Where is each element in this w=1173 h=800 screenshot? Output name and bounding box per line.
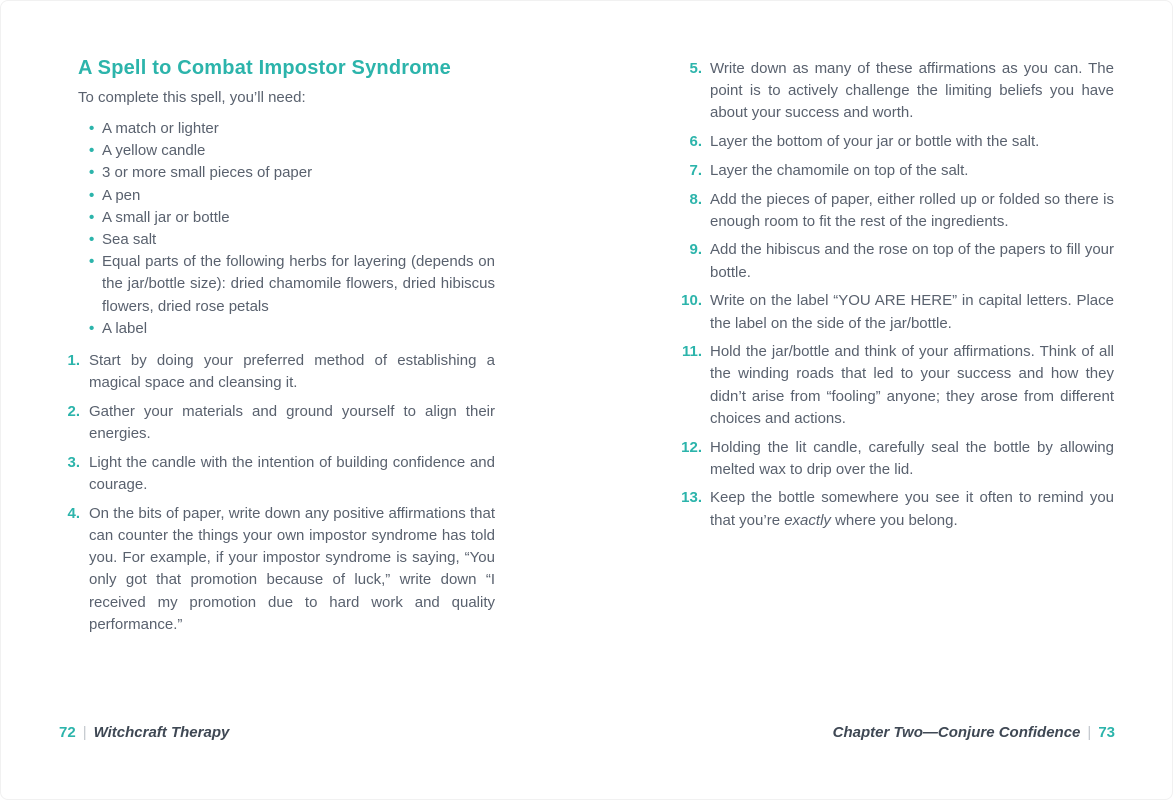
step-number: 3.: [67, 453, 80, 471]
step-number: 7.: [689, 161, 702, 179]
step-text: Gather your materials and ground yourself to align their energies.: [89, 402, 495, 443]
material-item: [89, 118, 495, 140]
material-item: [89, 162, 495, 184]
footer-right: [833, 723, 1115, 743]
step-number: 10.: [681, 292, 702, 310]
step-text: Layer the bottom of your jar or bottle with the salt.: [710, 133, 1040, 151]
material-text: A small jar or bottle: [102, 208, 230, 226]
bullet-icon: •: [89, 208, 95, 226]
step-item: [677, 290, 1114, 334]
page-title: A Spell to Combat Impostor Syndrome: [78, 57, 451, 79]
step-number: 2.: [67, 402, 80, 420]
step-number: 12.: [681, 438, 702, 456]
footer-separator: |: [1087, 724, 1092, 741]
step-text-italic: exactly: [784, 511, 831, 529]
material-text: 3 or more small pieces of paper: [102, 164, 313, 182]
step-text: Write down as many of these affirmations as you can. The point is to actively challenge the limiting beliefs you have about your success and worth.: [710, 60, 1114, 122]
step-item: [677, 239, 1114, 283]
material-text: Sea salt: [102, 231, 157, 249]
step-item: [677, 437, 1114, 481]
step-text: On the bits of paper, write down any positive affirmations that can counter the things your own impostor syndrome has told you. For example, if your impostor syndrome is saying, “You only got that promotion because of luck,” write down “I received my promotion due to hard work and quality performance.”: [89, 504, 495, 633]
step-item: [59, 503, 495, 636]
step-item: [59, 401, 495, 445]
step-text: Write on the label “YOU ARE HERE” in capital letters. Place the label on the side of the jar/bottle.: [710, 292, 1114, 332]
bullet-icon: •: [89, 253, 95, 271]
step-item: [677, 160, 1114, 182]
step-item: [677, 341, 1114, 430]
step-text: Start by doing your preferred method of establishing a magical space and cleansing it.: [89, 352, 495, 392]
book-title: Witchcraft Therapy: [93, 724, 230, 741]
step-text-after: where you belong.: [830, 511, 958, 529]
right-page: [677, 58, 1114, 538]
chapter-title: Chapter Two—Conjure Confidence: [832, 724, 1081, 741]
step-text: Hold the jar/bottle and think of your affirmations. Think of all the winding roads that led to your success and how they didn’t arise from “fooling” anyone; they arose from different choices and actions.: [710, 343, 1114, 427]
bullet-icon: •: [89, 319, 95, 337]
step-number: 5.: [689, 60, 702, 77]
footer-separator: |: [82, 724, 87, 741]
steps-list-right: [677, 58, 1114, 532]
step-number: 11.: [681, 343, 702, 361]
bullet-icon: •: [89, 186, 95, 204]
step-number: 9.: [689, 241, 702, 259]
material-text: A pen: [102, 186, 141, 204]
material-text: A label: [102, 319, 148, 337]
intro-text: To complete this spell, you’ll need:: [78, 89, 306, 106]
page-number-right: 73: [1098, 724, 1115, 741]
step-number: 4.: [67, 504, 80, 522]
material-text: A yellow candle: [102, 142, 206, 160]
step-item: [59, 350, 495, 394]
material-item: [89, 140, 495, 162]
material-text: A match or lighter: [102, 120, 219, 137]
material-item: [89, 207, 495, 229]
step-number: 13.: [681, 489, 702, 507]
material-item: [89, 185, 495, 207]
step-text: Light the candle with the intention of building confidence and courage.: [89, 453, 495, 494]
step-item: [59, 452, 495, 496]
bullet-icon: •: [89, 164, 95, 182]
step-item: [677, 58, 1114, 125]
step-item: [677, 189, 1114, 233]
material-item: [89, 318, 495, 340]
step-text-before: Keep the bottle somewhere you see it often to remind you that you’re: [710, 489, 1114, 529]
material-text: Equal parts of the following herbs for layering (depends on the jar/bottle size): dried chamomile flowers, dried hibiscus flowers, dried rose petals: [102, 253, 495, 315]
bullet-icon: •: [89, 231, 95, 249]
step-item: [677, 487, 1114, 531]
footer-left: [59, 723, 229, 743]
page-number-left: 72: [59, 724, 76, 741]
left-page: [67, 56, 495, 642]
step-number: 1.: [67, 352, 80, 370]
step-text: Add the pieces of paper, either rolled up or folded so there is enough room to fit the rest of the ingredients.: [710, 190, 1114, 230]
step-item: [677, 131, 1114, 153]
step-text: [710, 487, 1114, 531]
step-number: 8.: [689, 190, 702, 208]
material-item: [89, 251, 495, 318]
step-text: Layer the chamomile on top of the salt.: [710, 161, 969, 179]
step-text: Add the hibiscus and the rose on top of the papers to fill your bottle.: [710, 241, 1114, 281]
materials-list: [89, 118, 495, 340]
bullet-icon: •: [89, 120, 95, 137]
bullet-icon: •: [89, 142, 95, 160]
steps-list-left: [59, 350, 495, 636]
step-number: 6.: [689, 133, 702, 151]
material-item: [89, 229, 495, 251]
step-text: Holding the lit candle, carefully seal the bottle by allowing melted wax to drip over the lid.: [710, 438, 1114, 478]
